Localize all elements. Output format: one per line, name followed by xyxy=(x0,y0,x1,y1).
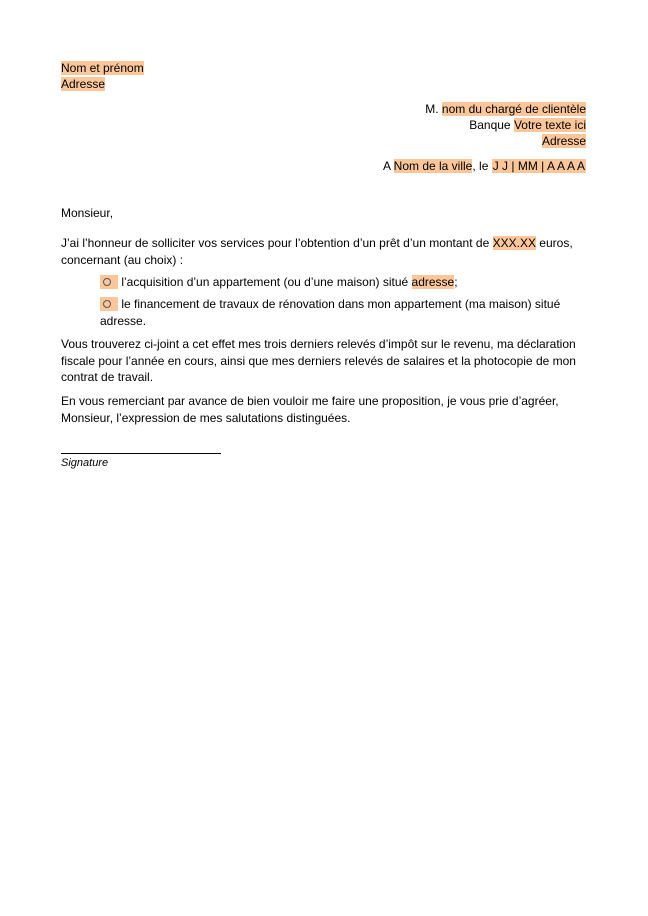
recipient-bank-field[interactable]: Votre texte ici xyxy=(513,118,586,132)
sender-name-field[interactable]: Nom et prénom xyxy=(61,61,144,75)
date-middle: , le xyxy=(472,159,489,173)
city-field[interactable]: Nom de la ville xyxy=(393,159,473,173)
circle-checkbox-icon xyxy=(103,300,111,308)
recipient-prefix-bank: Banque xyxy=(469,118,511,132)
date-field[interactable]: J J | MM | A A A A xyxy=(492,159,585,173)
recipient-prefix-m: M. xyxy=(425,102,439,116)
sender-name xyxy=(61,60,144,76)
option-1-end: ; xyxy=(454,275,458,289)
option-1 xyxy=(100,274,580,291)
option-2 xyxy=(100,296,580,329)
signature-label: Signature xyxy=(61,457,109,469)
closing-paragraph: En vous remerciant par avance de bien vouloir me faire une proposition, je vous prie d’agréer, Monsieur, l’expression de mes salutations distinguées. xyxy=(61,394,559,425)
sender-address-field[interactable]: Adresse xyxy=(61,77,106,91)
recipient-bank-line xyxy=(469,117,586,133)
option-1-text: l’acquisition d’un appartement (ou d’une maison) situé xyxy=(121,275,409,289)
recipient-address-field[interactable]: Adresse xyxy=(541,134,586,148)
intro-text-after: euros, concernant (au choix) : xyxy=(61,236,573,267)
salutation: Monsieur, xyxy=(61,206,114,220)
option-2-checkbox[interactable] xyxy=(100,297,118,311)
recipient-advisor-line xyxy=(425,101,586,117)
option-2-text: le financement de travaux de rénovation dans mon appartement (ma maison) situé adresse. xyxy=(100,297,561,328)
signature-line xyxy=(61,453,221,454)
date-line xyxy=(383,158,586,174)
intro-paragraph xyxy=(61,235,591,268)
date-prefix: A xyxy=(382,159,391,173)
intro-text-before: J’ai l’honneur de solliciter vos services pour l’obtention d’un prêt d’un montant de xyxy=(61,236,490,250)
recipient-address-line xyxy=(542,133,586,149)
recipient-advisor-field[interactable]: nom du chargé de clientèle xyxy=(441,102,586,116)
amount-field[interactable]: XXX.XX xyxy=(492,236,536,250)
option-1-checkbox[interactable] xyxy=(100,275,118,289)
sender-address xyxy=(61,76,105,92)
option-1-address-field[interactable]: adresse xyxy=(411,275,455,289)
circle-checkbox-icon xyxy=(103,278,111,286)
documents-paragraph: Vous trouverez ci-joint a cet effet mes trois derniers relevés d’impôt sur le revenu, ma déclaration fiscale pour l’année en cours, ainsi que mes derniers relevés de salaires et la photocopie de mon contrat de travail. xyxy=(61,337,576,384)
